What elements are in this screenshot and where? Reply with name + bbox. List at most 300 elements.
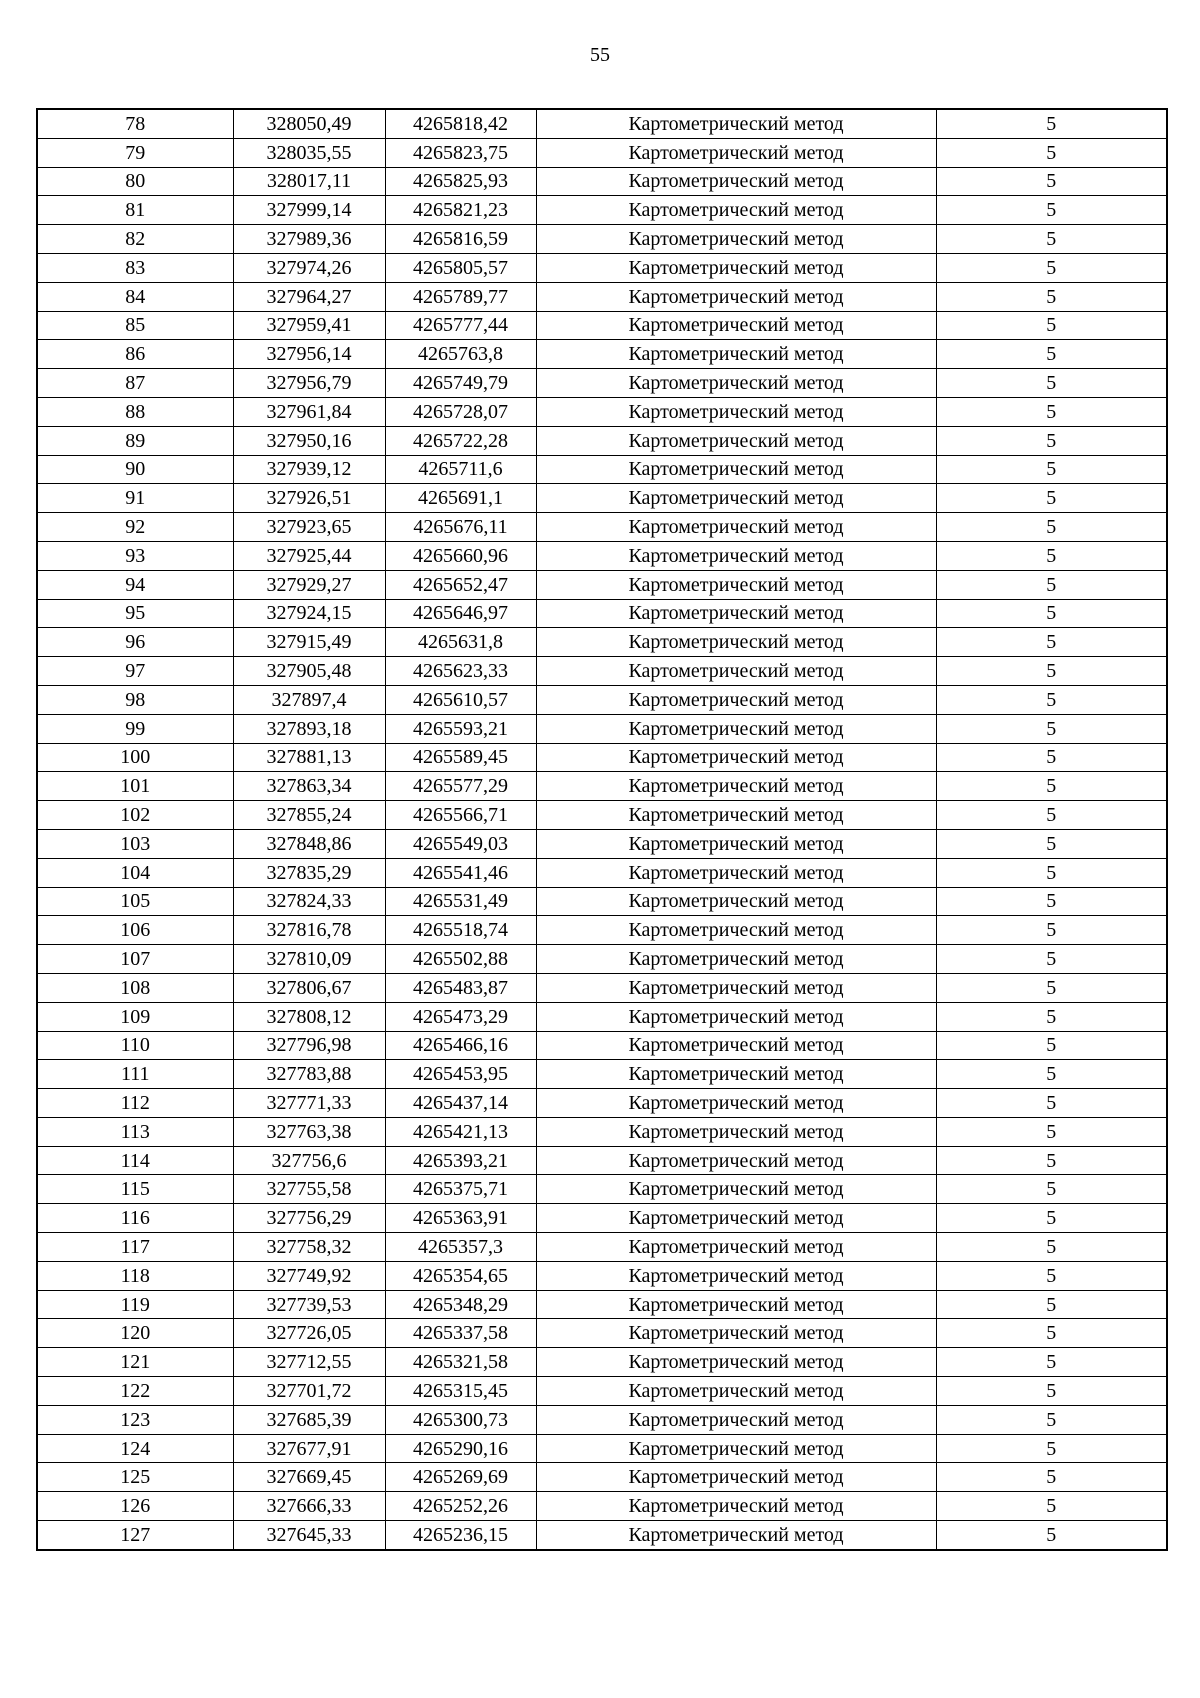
x-coordinate-cell: 327726,05 <box>233 1319 385 1348</box>
point-number-cell: 98 <box>37 685 233 714</box>
point-number-cell: 95 <box>37 599 233 628</box>
table-row <box>37 1319 1167 1348</box>
y-coordinate-cell: 4265541,46 <box>385 858 536 887</box>
x-coordinate-cell: 327749,92 <box>233 1261 385 1290</box>
x-coordinate-cell: 327756,6 <box>233 1146 385 1175</box>
y-coordinate-cell: 4265466,16 <box>385 1031 536 1060</box>
x-coordinate-cell: 327905,48 <box>233 657 385 686</box>
method-cell: Картометрический метод <box>536 426 936 455</box>
y-coordinate-cell: 4265421,13 <box>385 1117 536 1146</box>
x-coordinate-cell: 327881,13 <box>233 743 385 772</box>
point-number-cell: 109 <box>37 1002 233 1031</box>
point-number-cell: 120 <box>37 1319 233 1348</box>
accuracy-cell: 5 <box>936 1233 1167 1262</box>
x-coordinate-cell: 327893,18 <box>233 714 385 743</box>
x-coordinate-cell: 327701,72 <box>233 1377 385 1406</box>
method-cell: Картометрический метод <box>536 973 936 1002</box>
method-cell: Картометрический метод <box>536 282 936 311</box>
point-number-cell: 78 <box>37 109 233 138</box>
method-cell: Картометрический метод <box>536 138 936 167</box>
method-cell: Картометрический метод <box>536 945 936 974</box>
y-coordinate-cell: 4265300,73 <box>385 1405 536 1434</box>
point-number-cell: 81 <box>37 196 233 225</box>
table-row <box>37 628 1167 657</box>
point-number-cell: 83 <box>37 253 233 282</box>
point-number-cell: 99 <box>37 714 233 743</box>
accuracy-cell: 5 <box>936 484 1167 513</box>
accuracy-cell: 5 <box>936 1463 1167 1492</box>
table-row <box>37 570 1167 599</box>
accuracy-cell: 5 <box>936 801 1167 830</box>
method-cell: Картометрический метод <box>536 1492 936 1521</box>
accuracy-cell: 5 <box>936 455 1167 484</box>
table-row <box>37 743 1167 772</box>
accuracy-cell: 5 <box>936 1290 1167 1319</box>
method-cell: Картометрический метод <box>536 1089 936 1118</box>
table-row <box>37 829 1167 858</box>
point-number-cell: 102 <box>37 801 233 830</box>
method-cell: Картометрический метод <box>536 397 936 426</box>
y-coordinate-cell: 4265805,57 <box>385 253 536 282</box>
method-cell: Картометрический метод <box>536 225 936 254</box>
x-coordinate-cell: 327989,36 <box>233 225 385 254</box>
point-number-cell: 113 <box>37 1117 233 1146</box>
table-row <box>37 1175 1167 1204</box>
x-coordinate-cell: 327956,14 <box>233 340 385 369</box>
accuracy-cell: 5 <box>936 1348 1167 1377</box>
y-coordinate-cell: 4265789,77 <box>385 282 536 311</box>
point-number-cell: 122 <box>37 1377 233 1406</box>
accuracy-cell: 5 <box>936 1002 1167 1031</box>
accuracy-cell: 5 <box>936 945 1167 974</box>
table-row <box>37 1492 1167 1521</box>
accuracy-cell: 5 <box>936 109 1167 138</box>
method-cell: Картометрический метод <box>536 1117 936 1146</box>
table-row <box>37 513 1167 542</box>
y-coordinate-cell: 4265473,29 <box>385 1002 536 1031</box>
method-cell: Картометрический метод <box>536 196 936 225</box>
method-cell: Картометрический метод <box>536 1146 936 1175</box>
point-number-cell: 107 <box>37 945 233 974</box>
table-row <box>37 1060 1167 1089</box>
y-coordinate-cell: 4265577,29 <box>385 772 536 801</box>
y-coordinate-cell: 4265593,21 <box>385 714 536 743</box>
point-number-cell: 127 <box>37 1521 233 1550</box>
y-coordinate-cell: 4265502,88 <box>385 945 536 974</box>
table-row <box>37 397 1167 426</box>
point-number-cell: 92 <box>37 513 233 542</box>
method-cell: Картометрический метод <box>536 1002 936 1031</box>
method-cell: Картометрический метод <box>536 541 936 570</box>
x-coordinate-cell: 327783,88 <box>233 1060 385 1089</box>
accuracy-cell: 5 <box>936 685 1167 714</box>
point-number-cell: 108 <box>37 973 233 1002</box>
x-coordinate-cell: 327758,32 <box>233 1233 385 1262</box>
x-coordinate-cell: 327959,41 <box>233 311 385 340</box>
method-cell: Картометрический метод <box>536 657 936 686</box>
y-coordinate-cell: 4265363,91 <box>385 1204 536 1233</box>
y-coordinate-cell: 4265518,74 <box>385 916 536 945</box>
method-cell: Картометрический метод <box>536 167 936 196</box>
table-row <box>37 167 1167 196</box>
point-number-cell: 119 <box>37 1290 233 1319</box>
accuracy-cell: 5 <box>936 1204 1167 1233</box>
method-cell: Картометрический метод <box>536 1261 936 1290</box>
x-coordinate-cell: 327956,79 <box>233 369 385 398</box>
method-cell: Картометрический метод <box>536 455 936 484</box>
y-coordinate-cell: 4265652,47 <box>385 570 536 599</box>
y-coordinate-cell: 4265691,1 <box>385 484 536 513</box>
y-coordinate-cell: 4265777,44 <box>385 311 536 340</box>
point-number-cell: 103 <box>37 829 233 858</box>
method-cell: Картометрический метод <box>536 916 936 945</box>
accuracy-cell: 5 <box>936 887 1167 916</box>
method-cell: Картометрический метод <box>536 1290 936 1319</box>
table-row <box>37 973 1167 1002</box>
x-coordinate-cell: 327961,84 <box>233 397 385 426</box>
x-coordinate-cell: 327685,39 <box>233 1405 385 1434</box>
point-number-cell: 82 <box>37 225 233 254</box>
accuracy-cell: 5 <box>936 1377 1167 1406</box>
x-coordinate-cell: 327974,26 <box>233 253 385 282</box>
table-row <box>37 282 1167 311</box>
method-cell: Картометрический метод <box>536 1521 936 1550</box>
x-coordinate-cell: 327816,78 <box>233 916 385 945</box>
accuracy-cell: 5 <box>936 570 1167 599</box>
y-coordinate-cell: 4265315,45 <box>385 1377 536 1406</box>
y-coordinate-cell: 4265823,75 <box>385 138 536 167</box>
table-row <box>37 369 1167 398</box>
accuracy-cell: 5 <box>936 253 1167 282</box>
table-row <box>37 484 1167 513</box>
method-cell: Картометрический метод <box>536 369 936 398</box>
x-coordinate-cell: 327755,58 <box>233 1175 385 1204</box>
x-coordinate-cell: 327964,27 <box>233 282 385 311</box>
y-coordinate-cell: 4265610,57 <box>385 685 536 714</box>
method-cell: Картометрический метод <box>536 340 936 369</box>
y-coordinate-cell: 4265728,07 <box>385 397 536 426</box>
point-number-cell: 80 <box>37 167 233 196</box>
point-number-cell: 101 <box>37 772 233 801</box>
page-number: 55 <box>590 44 610 66</box>
point-number-cell: 121 <box>37 1348 233 1377</box>
table-row <box>37 685 1167 714</box>
x-coordinate-cell: 327771,33 <box>233 1089 385 1118</box>
x-coordinate-cell: 327897,4 <box>233 685 385 714</box>
point-number-cell: 112 <box>37 1089 233 1118</box>
y-coordinate-cell: 4265660,96 <box>385 541 536 570</box>
y-coordinate-cell: 4265393,21 <box>385 1146 536 1175</box>
point-number-cell: 126 <box>37 1492 233 1521</box>
y-coordinate-cell: 4265437,14 <box>385 1089 536 1118</box>
point-number-cell: 104 <box>37 858 233 887</box>
x-coordinate-cell: 327924,15 <box>233 599 385 628</box>
y-coordinate-cell: 4265354,65 <box>385 1261 536 1290</box>
table-row <box>37 225 1167 254</box>
y-coordinate-cell: 4265749,79 <box>385 369 536 398</box>
table-row <box>37 426 1167 455</box>
method-cell: Картометрический метод <box>536 109 936 138</box>
method-cell: Картометрический метод <box>536 513 936 542</box>
x-coordinate-cell: 327824,33 <box>233 887 385 916</box>
method-cell: Картометрический метод <box>536 628 936 657</box>
table-row <box>37 1434 1167 1463</box>
table-row <box>37 772 1167 801</box>
point-number-cell: 114 <box>37 1146 233 1175</box>
accuracy-cell: 5 <box>936 1521 1167 1550</box>
table-row <box>37 858 1167 887</box>
table-row <box>37 657 1167 686</box>
table-row <box>37 1204 1167 1233</box>
point-number-cell: 123 <box>37 1405 233 1434</box>
x-coordinate-cell: 327763,38 <box>233 1117 385 1146</box>
accuracy-cell: 5 <box>936 196 1167 225</box>
table-row <box>37 1405 1167 1434</box>
table-row <box>37 1117 1167 1146</box>
method-cell: Картометрический метод <box>536 1463 936 1492</box>
method-cell: Картометрический метод <box>536 1233 936 1262</box>
method-cell: Картометрический метод <box>536 570 936 599</box>
y-coordinate-cell: 4265453,95 <box>385 1060 536 1089</box>
accuracy-cell: 5 <box>936 282 1167 311</box>
accuracy-cell: 5 <box>936 858 1167 887</box>
point-number-cell: 97 <box>37 657 233 686</box>
point-number-cell: 100 <box>37 743 233 772</box>
table-row <box>37 1521 1167 1550</box>
table-row <box>37 1261 1167 1290</box>
x-coordinate-cell: 327939,12 <box>233 455 385 484</box>
method-cell: Картометрический метод <box>536 1377 936 1406</box>
point-number-cell: 93 <box>37 541 233 570</box>
method-cell: Картометрический метод <box>536 801 936 830</box>
y-coordinate-cell: 4265483,87 <box>385 973 536 1002</box>
y-coordinate-cell: 4265623,33 <box>385 657 536 686</box>
accuracy-cell: 5 <box>936 1405 1167 1434</box>
y-coordinate-cell: 4265818,42 <box>385 109 536 138</box>
x-coordinate-cell: 327796,98 <box>233 1031 385 1060</box>
method-cell: Картометрический метод <box>536 1405 936 1434</box>
table-row <box>37 1348 1167 1377</box>
x-coordinate-cell: 327808,12 <box>233 1002 385 1031</box>
y-coordinate-cell: 4265236,15 <box>385 1521 536 1550</box>
method-cell: Картометрический метод <box>536 1031 936 1060</box>
point-number-cell: 118 <box>37 1261 233 1290</box>
table-row <box>37 1233 1167 1262</box>
x-coordinate-cell: 327806,67 <box>233 973 385 1002</box>
x-coordinate-cell: 327645,33 <box>233 1521 385 1550</box>
accuracy-cell: 5 <box>936 1319 1167 1348</box>
x-coordinate-cell: 327810,09 <box>233 945 385 974</box>
accuracy-cell: 5 <box>936 426 1167 455</box>
y-coordinate-cell: 4265566,71 <box>385 801 536 830</box>
accuracy-cell: 5 <box>936 1060 1167 1089</box>
x-coordinate-cell: 327929,27 <box>233 570 385 599</box>
accuracy-cell: 5 <box>936 1492 1167 1521</box>
y-coordinate-cell: 4265711,6 <box>385 455 536 484</box>
method-cell: Картометрический метод <box>536 484 936 513</box>
accuracy-cell: 5 <box>936 340 1167 369</box>
method-cell: Картометрический метод <box>536 599 936 628</box>
accuracy-cell: 5 <box>936 1089 1167 1118</box>
accuracy-cell: 5 <box>936 1175 1167 1204</box>
accuracy-cell: 5 <box>936 311 1167 340</box>
point-number-cell: 96 <box>37 628 233 657</box>
x-coordinate-cell: 327863,34 <box>233 772 385 801</box>
y-coordinate-cell: 4265337,58 <box>385 1319 536 1348</box>
accuracy-cell: 5 <box>936 1146 1167 1175</box>
table-row <box>37 138 1167 167</box>
method-cell: Картометрический метод <box>536 829 936 858</box>
accuracy-cell: 5 <box>936 714 1167 743</box>
accuracy-cell: 5 <box>936 1117 1167 1146</box>
accuracy-cell: 5 <box>936 225 1167 254</box>
x-coordinate-cell: 327926,51 <box>233 484 385 513</box>
method-cell: Картометрический метод <box>536 311 936 340</box>
method-cell: Картометрический метод <box>536 685 936 714</box>
method-cell: Картометрический метод <box>536 714 936 743</box>
table-row <box>37 1031 1167 1060</box>
x-coordinate-cell: 327712,55 <box>233 1348 385 1377</box>
table-row <box>37 1089 1167 1118</box>
y-coordinate-cell: 4265825,93 <box>385 167 536 196</box>
x-coordinate-cell: 328050,49 <box>233 109 385 138</box>
coordinates-table <box>36 108 1168 1551</box>
table-row <box>37 1463 1167 1492</box>
x-coordinate-cell: 327999,14 <box>233 196 385 225</box>
x-coordinate-cell: 327739,53 <box>233 1290 385 1319</box>
y-coordinate-cell: 4265290,16 <box>385 1434 536 1463</box>
accuracy-cell: 5 <box>936 599 1167 628</box>
table-row <box>37 887 1167 916</box>
accuracy-cell: 5 <box>936 772 1167 801</box>
accuracy-cell: 5 <box>936 743 1167 772</box>
point-number-cell: 90 <box>37 455 233 484</box>
accuracy-cell: 5 <box>936 513 1167 542</box>
point-number-cell: 124 <box>37 1434 233 1463</box>
accuracy-cell: 5 <box>936 1434 1167 1463</box>
x-coordinate-cell: 327677,91 <box>233 1434 385 1463</box>
table-row <box>37 945 1167 974</box>
point-number-cell: 86 <box>37 340 233 369</box>
point-number-cell: 94 <box>37 570 233 599</box>
x-coordinate-cell: 327848,86 <box>233 829 385 858</box>
method-cell: Картометрический метод <box>536 772 936 801</box>
point-number-cell: 79 <box>37 138 233 167</box>
table-row <box>37 340 1167 369</box>
table-row <box>37 916 1167 945</box>
point-number-cell: 89 <box>37 426 233 455</box>
y-coordinate-cell: 4265357,3 <box>385 1233 536 1262</box>
point-number-cell: 125 <box>37 1463 233 1492</box>
x-coordinate-cell: 327925,44 <box>233 541 385 570</box>
table-row <box>37 801 1167 830</box>
x-coordinate-cell: 327915,49 <box>233 628 385 657</box>
table-row <box>37 1290 1167 1319</box>
x-coordinate-cell: 327756,29 <box>233 1204 385 1233</box>
x-coordinate-cell: 327666,33 <box>233 1492 385 1521</box>
x-coordinate-cell: 327923,65 <box>233 513 385 542</box>
table-row <box>37 311 1167 340</box>
accuracy-cell: 5 <box>936 1031 1167 1060</box>
y-coordinate-cell: 4265531,49 <box>385 887 536 916</box>
x-coordinate-cell: 328035,55 <box>233 138 385 167</box>
method-cell: Картометрический метод <box>536 743 936 772</box>
table-row <box>37 541 1167 570</box>
y-coordinate-cell: 4265722,28 <box>385 426 536 455</box>
accuracy-cell: 5 <box>936 138 1167 167</box>
method-cell: Картометрический метод <box>536 1060 936 1089</box>
table-row <box>37 1146 1167 1175</box>
point-number-cell: 105 <box>37 887 233 916</box>
method-cell: Картометрический метод <box>536 1434 936 1463</box>
accuracy-cell: 5 <box>936 973 1167 1002</box>
method-cell: Картометрический метод <box>536 1319 936 1348</box>
point-number-cell: 111 <box>37 1060 233 1089</box>
x-coordinate-cell: 328017,11 <box>233 167 385 196</box>
y-coordinate-cell: 4265631,8 <box>385 628 536 657</box>
y-coordinate-cell: 4265269,69 <box>385 1463 536 1492</box>
accuracy-cell: 5 <box>936 628 1167 657</box>
y-coordinate-cell: 4265252,26 <box>385 1492 536 1521</box>
x-coordinate-cell: 327950,16 <box>233 426 385 455</box>
table-row <box>37 109 1167 138</box>
point-number-cell: 115 <box>37 1175 233 1204</box>
point-number-cell: 87 <box>37 369 233 398</box>
y-coordinate-cell: 4265348,29 <box>385 1290 536 1319</box>
y-coordinate-cell: 4265589,45 <box>385 743 536 772</box>
point-number-cell: 91 <box>37 484 233 513</box>
accuracy-cell: 5 <box>936 397 1167 426</box>
y-coordinate-cell: 4265321,58 <box>385 1348 536 1377</box>
accuracy-cell: 5 <box>936 369 1167 398</box>
method-cell: Картометрический метод <box>536 1204 936 1233</box>
y-coordinate-cell: 4265646,97 <box>385 599 536 628</box>
point-number-cell: 85 <box>37 311 233 340</box>
y-coordinate-cell: 4265375,71 <box>385 1175 536 1204</box>
y-coordinate-cell: 4265763,8 <box>385 340 536 369</box>
table-row <box>37 1002 1167 1031</box>
method-cell: Картометрический метод <box>536 1348 936 1377</box>
accuracy-cell: 5 <box>936 167 1167 196</box>
table-row <box>37 196 1167 225</box>
point-number-cell: 117 <box>37 1233 233 1262</box>
method-cell: Картометрический метод <box>536 887 936 916</box>
point-number-cell: 84 <box>37 282 233 311</box>
accuracy-cell: 5 <box>936 541 1167 570</box>
coordinates-table-body <box>37 109 1167 1550</box>
y-coordinate-cell: 4265816,59 <box>385 225 536 254</box>
table-row <box>37 599 1167 628</box>
accuracy-cell: 5 <box>936 657 1167 686</box>
x-coordinate-cell: 327855,24 <box>233 801 385 830</box>
table-row <box>37 714 1167 743</box>
point-number-cell: 106 <box>37 916 233 945</box>
accuracy-cell: 5 <box>936 1261 1167 1290</box>
y-coordinate-cell: 4265821,23 <box>385 196 536 225</box>
table-row <box>37 1377 1167 1406</box>
method-cell: Картометрический метод <box>536 253 936 282</box>
point-number-cell: 116 <box>37 1204 233 1233</box>
table-row <box>37 253 1167 282</box>
y-coordinate-cell: 4265676,11 <box>385 513 536 542</box>
method-cell: Картометрический метод <box>536 858 936 887</box>
x-coordinate-cell: 327835,29 <box>233 858 385 887</box>
x-coordinate-cell: 327669,45 <box>233 1463 385 1492</box>
point-number-cell: 110 <box>37 1031 233 1060</box>
table-row <box>37 455 1167 484</box>
y-coordinate-cell: 4265549,03 <box>385 829 536 858</box>
point-number-cell: 88 <box>37 397 233 426</box>
